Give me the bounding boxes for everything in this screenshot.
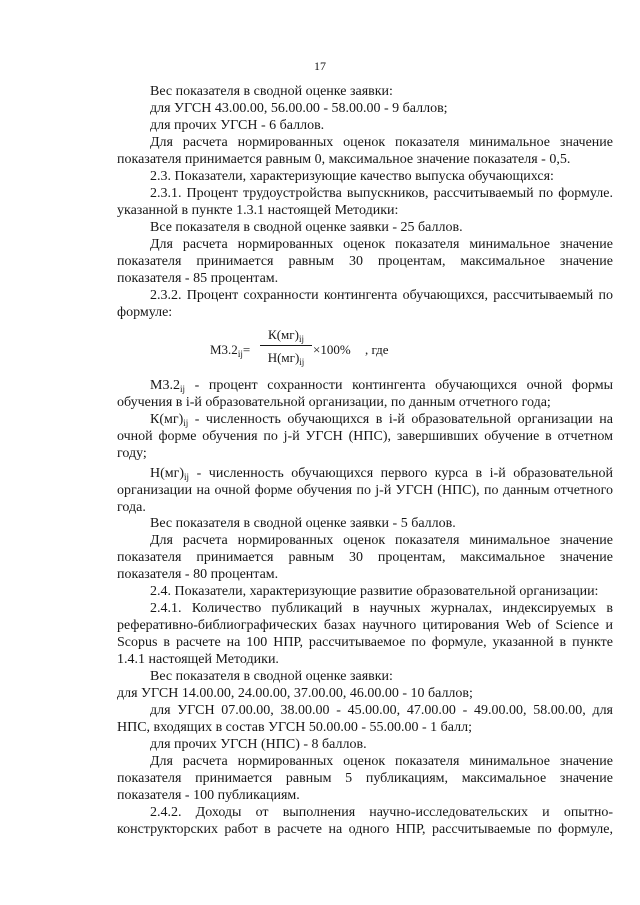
text-line: Вес показателя в сводной оценке заявки: xyxy=(150,84,393,99)
page-number: 17 xyxy=(314,59,326,73)
text-line: 2.4.2. Доходы от выполнения научно-исследовательских и опытно- xyxy=(150,805,613,820)
text-line: 2.4.1. Количество публикаций в научных журналах, индексируемых в xyxy=(150,601,613,616)
formula-multiplier: ×100% xyxy=(313,342,351,357)
text-line: показателя - 85 процентам. xyxy=(117,271,279,286)
text-line: показателя - 80 процентам. xyxy=(117,567,279,582)
definition-line: обучения в i-й образовательной организации, по данным отчетного года; xyxy=(117,395,551,410)
text-line: для УГСН 07.00.00, 38.00.00 - 45.00.00, 47.00.00 - 49.00.00, 58.00.00, для xyxy=(150,703,613,718)
text-line: 2.3.1. Процент трудоустройства выпускников, рассчитываемый по формуле. xyxy=(150,186,613,201)
fraction-bar xyxy=(260,345,312,346)
text-line: конструкторских работ в расчете на одного НПР, рассчитываемые по формуле, xyxy=(117,822,613,837)
text-line: реферативно-библиографических базах научного цитирования Web of Science и xyxy=(117,618,613,633)
text-line: Вес показателя в сводной оценке заявки: xyxy=(150,669,393,684)
text-block-top xyxy=(117,83,613,321)
text-line: Для расчета нормированных оценок показателя минимальное значение xyxy=(150,237,613,252)
text-line: Для расчета нормированных оценок показателя минимальное значение xyxy=(150,135,613,150)
definitions xyxy=(117,377,613,516)
formula-numerator: $К(мг)_{ij}$ xyxy=(268,327,304,344)
definition-line: организации на очной форме обучения по j-й УГСН (НПС), по данным отчетного xyxy=(117,483,613,498)
text-line: Scopus в расчете на 100 НПР, рассчитываемое по формуле, указанной в пункте xyxy=(117,635,613,650)
text-line: для прочих УГСН (НПС) - 8 баллов. xyxy=(150,737,367,752)
text-line: показателя принимается равным 0, максимальное значение показателя - 0,5. xyxy=(117,152,571,167)
formula xyxy=(210,326,410,370)
definition-line: $М3.2_{ij}$ - процент сохранности контингента обучающихся очной формы xyxy=(150,378,613,394)
text-line: показателя принимается равным 30 процентам, максимальное значение xyxy=(117,254,613,269)
definition-line: $К(мг)_{ij}$ - численность обучающихся в i-й образовательной организации на xyxy=(150,412,613,428)
text-line: Для расчета нормированных оценок показателя минимальное значение xyxy=(150,754,613,769)
formula-fraction xyxy=(260,326,312,366)
text-line: 1.4.1 настоящей Методики. xyxy=(117,652,279,667)
text-line: указанной в пункте 1.3.1 настоящей Методики: xyxy=(117,203,399,218)
text-line: для УГСН 43.00.00, 56.00.00 - 58.00.00 - 9 баллов; xyxy=(150,101,448,116)
definition-line: очной форме обучения по j-й УГСН (НПС), завершивших обучение в отчетном xyxy=(117,429,613,444)
text-line: Все показателя в сводной оценке заявки - 25 баллов. xyxy=(150,220,463,235)
text-line: для прочих УГСН - 6 баллов. xyxy=(150,118,325,133)
formula-where: , где xyxy=(365,342,389,357)
text-line: для УГСН 14.00.00, 24.00.00, 37.00.00, 46.00.00 - 10 баллов; xyxy=(117,686,473,701)
definition-line: года. xyxy=(117,500,146,515)
text-line: Для расчета нормированных оценок показателя минимальное значение xyxy=(150,533,613,548)
definition-line: $Н(мг)_{ij}$ - численность обучающихся первого курса в i-й образовательной xyxy=(150,466,613,482)
text-line: НПС, входящих в состав УГСН 50.00.00 - 55.00.00 - 1 балл; xyxy=(117,720,472,735)
formula-denominator: $Н(мг)_{ij}$ xyxy=(267,350,305,367)
text-line: формуле: xyxy=(117,305,173,320)
text-line: 2.4. Показатели, характеризующие развитие образовательной организации: xyxy=(150,584,599,599)
text-line: 2.3. Показатели, характеризующие качество выпуска обучающихся: xyxy=(150,169,554,184)
text-line: показателя принимается равным 30 процентам, максимальное значение xyxy=(117,550,613,565)
text-line: 2.3.2. Процент сохранности контингента обучающихся, рассчитываемый по xyxy=(150,288,613,303)
definition-line: году; xyxy=(117,446,147,461)
formula-lhs: $М3.2_{ij}=$ xyxy=(210,342,251,359)
text-block-bottom xyxy=(117,515,613,838)
text-line: показателя принимается равным 5 публикациям, максимальное значение xyxy=(117,771,613,786)
text-line: Вес показателя в сводной оценке заявки - 5 баллов. xyxy=(150,516,456,531)
text-line: показателя - 100 публикациям. xyxy=(117,788,300,803)
